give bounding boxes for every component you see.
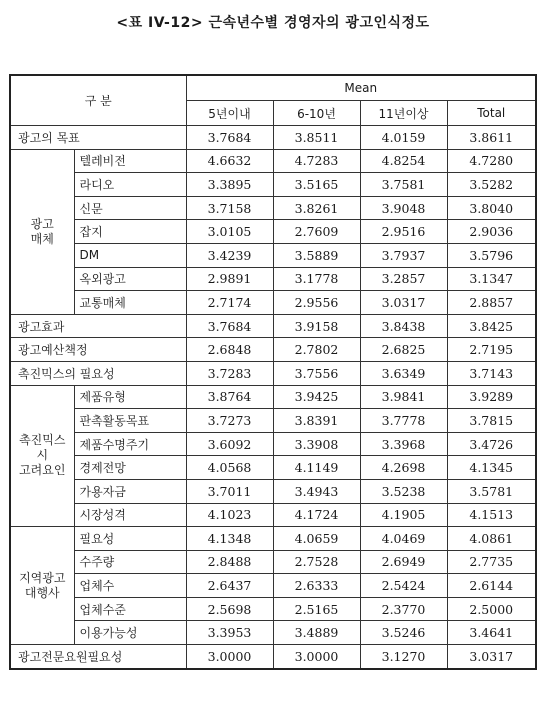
row-label: 광고의 목표 bbox=[10, 126, 186, 150]
mean-value: 2.5698 bbox=[186, 597, 273, 621]
mean-value: 2.5424 bbox=[360, 574, 447, 598]
mean-value: 4.1905 bbox=[360, 503, 447, 527]
mean-value: 4.1513 bbox=[447, 503, 536, 527]
mean-value: 2.7735 bbox=[447, 550, 536, 574]
mean-value: 3.8611 bbox=[447, 126, 536, 150]
mean-value: 3.4889 bbox=[273, 621, 360, 645]
mean-value: 3.9425 bbox=[273, 385, 360, 409]
mean-value: 3.5282 bbox=[447, 173, 536, 197]
table-row bbox=[10, 597, 536, 621]
mean-value: 2.7528 bbox=[273, 550, 360, 574]
mean-value: 4.0568 bbox=[186, 456, 273, 480]
column-header: 11년이상 bbox=[360, 101, 447, 126]
mean-value: 2.7195 bbox=[447, 338, 536, 362]
group-label-line: 촉진믹스 bbox=[19, 433, 66, 448]
row-label: 제품수명주기 bbox=[74, 432, 186, 456]
mean-value: 2.7802 bbox=[273, 338, 360, 362]
mean-value: 4.8254 bbox=[360, 149, 447, 173]
table-row bbox=[10, 196, 536, 220]
mean-value: 3.5889 bbox=[273, 243, 360, 267]
mean-value: 2.6437 bbox=[186, 574, 273, 598]
mean-value: 3.1347 bbox=[447, 267, 536, 291]
group-label bbox=[10, 385, 74, 527]
mean-value: 4.0861 bbox=[447, 527, 536, 551]
table-row bbox=[10, 574, 536, 598]
group-label-line: 시 bbox=[36, 448, 49, 463]
table-row bbox=[10, 220, 536, 244]
mean-value: 2.9556 bbox=[273, 291, 360, 315]
mean-table bbox=[9, 74, 537, 670]
table-row bbox=[10, 456, 536, 480]
mean-value: 2.9891 bbox=[186, 267, 273, 291]
mean-value: 3.8261 bbox=[273, 196, 360, 220]
mean-value: 2.6949 bbox=[360, 550, 447, 574]
mean-value: 2.7609 bbox=[273, 220, 360, 244]
mean-value: 3.4943 bbox=[273, 479, 360, 503]
mean-value: 4.2698 bbox=[360, 456, 447, 480]
row-label: 이용가능성 bbox=[74, 621, 186, 645]
mean-value: 3.6349 bbox=[360, 361, 447, 385]
mean-value: 4.1724 bbox=[273, 503, 360, 527]
mean-value: 4.1348 bbox=[186, 527, 273, 551]
row-label: 신문 bbox=[74, 196, 186, 220]
mean-value: 3.2857 bbox=[360, 267, 447, 291]
row-label: 교통매체 bbox=[74, 291, 186, 315]
mean-value: 3.7815 bbox=[447, 409, 536, 433]
row-label: 제품유형 bbox=[74, 385, 186, 409]
mean-value: 2.6333 bbox=[273, 574, 360, 598]
mean-value: 3.9048 bbox=[360, 196, 447, 220]
mean-value: 3.7158 bbox=[186, 196, 273, 220]
mean-value: 4.7280 bbox=[447, 149, 536, 173]
mean-value: 2.9036 bbox=[447, 220, 536, 244]
mean-value: 3.3908 bbox=[273, 432, 360, 456]
group-label bbox=[10, 149, 74, 314]
mean-value: 3.3968 bbox=[360, 432, 447, 456]
mean-value: 4.1023 bbox=[186, 503, 273, 527]
mean-value: 3.4239 bbox=[186, 243, 273, 267]
table-row bbox=[10, 503, 536, 527]
column-header: 5년이내 bbox=[186, 101, 273, 126]
table-row bbox=[10, 291, 536, 315]
mean-value: 3.0317 bbox=[447, 645, 536, 669]
mean-value: 3.8511 bbox=[273, 126, 360, 150]
mean-value: 2.3770 bbox=[360, 597, 447, 621]
mean-value: 2.8488 bbox=[186, 550, 273, 574]
table-row bbox=[10, 126, 536, 150]
mean-value: 2.9516 bbox=[360, 220, 447, 244]
mean-value: 3.7143 bbox=[447, 361, 536, 385]
mean-value: 2.8857 bbox=[447, 291, 536, 315]
mean-value: 3.4641 bbox=[447, 621, 536, 645]
table-row bbox=[10, 149, 536, 173]
group-label-line: 지역광고 bbox=[19, 570, 66, 585]
mean-value: 3.7273 bbox=[186, 409, 273, 433]
row-label: 옥외광고 bbox=[74, 267, 186, 291]
table-row bbox=[10, 621, 536, 645]
table-row bbox=[10, 527, 536, 551]
mean-value: 3.8391 bbox=[273, 409, 360, 433]
mean-value: 2.5165 bbox=[273, 597, 360, 621]
column-header: 6-10년 bbox=[273, 101, 360, 126]
mean-value: 3.0317 bbox=[360, 291, 447, 315]
mean-value: 2.6848 bbox=[186, 338, 273, 362]
mean-value: 3.3953 bbox=[186, 621, 273, 645]
mean-value: 3.7283 bbox=[186, 361, 273, 385]
mean-value: 3.5246 bbox=[360, 621, 447, 645]
corner-header: 구 분 bbox=[10, 75, 186, 126]
mean-value: 3.5781 bbox=[447, 479, 536, 503]
group-label-line: 매체 bbox=[30, 231, 54, 246]
table-row bbox=[10, 479, 536, 503]
row-label: 잡지 bbox=[74, 220, 186, 244]
mean-value: 4.6632 bbox=[186, 149, 273, 173]
row-label: 필요성 bbox=[74, 527, 186, 551]
mean-value: 2.6825 bbox=[360, 338, 447, 362]
row-label: 광고효과 bbox=[10, 314, 186, 338]
mean-value: 3.8040 bbox=[447, 196, 536, 220]
table-row bbox=[10, 173, 536, 197]
mean-value: 2.6144 bbox=[447, 574, 536, 598]
mean-value: 3.0000 bbox=[186, 645, 273, 669]
mean-value: 3.7684 bbox=[186, 314, 273, 338]
table-title: <표 IV-12> 근속년수별 경영자의 광고인식정도 bbox=[116, 15, 430, 31]
row-label: 수주량 bbox=[74, 550, 186, 574]
mean-value: 4.0159 bbox=[360, 126, 447, 150]
mean-value: 3.1270 bbox=[360, 645, 447, 669]
mean-value: 2.7174 bbox=[186, 291, 273, 315]
group-label-line: 광고 bbox=[30, 216, 54, 231]
mean-value: 4.7283 bbox=[273, 149, 360, 173]
mean-value: 3.7581 bbox=[360, 173, 447, 197]
row-label: 시장성격 bbox=[74, 503, 186, 527]
mean-value: 4.1149 bbox=[273, 456, 360, 480]
mean-value: 3.7684 bbox=[186, 126, 273, 150]
mean-value: 3.7011 bbox=[186, 479, 273, 503]
mean-value: 3.4726 bbox=[447, 432, 536, 456]
mean-value: 3.8425 bbox=[447, 314, 536, 338]
table-row bbox=[10, 338, 536, 362]
mean-value: 3.7778 bbox=[360, 409, 447, 433]
group-label-line: 대행사 bbox=[24, 585, 60, 600]
row-label: 촉진믹스의 필요성 bbox=[10, 361, 186, 385]
group-label-line: 고려요인 bbox=[19, 463, 66, 478]
row-label: 경제전망 bbox=[74, 456, 186, 480]
table-row bbox=[10, 267, 536, 291]
table-row bbox=[10, 385, 536, 409]
table-row bbox=[10, 409, 536, 433]
mean-value: 3.5796 bbox=[447, 243, 536, 267]
row-label: 가용자금 bbox=[74, 479, 186, 503]
mean-value: 3.9158 bbox=[273, 314, 360, 338]
mean-value: 3.9841 bbox=[360, 385, 447, 409]
table-row bbox=[10, 432, 536, 456]
mean-value: 3.5165 bbox=[273, 173, 360, 197]
mean-value: 3.3895 bbox=[186, 173, 273, 197]
mean-value: 3.7556 bbox=[273, 361, 360, 385]
mean-value: 3.6092 bbox=[186, 432, 273, 456]
mean-value: 3.9289 bbox=[447, 385, 536, 409]
mean-value: 3.0000 bbox=[273, 645, 360, 669]
row-label: 업체수준 bbox=[74, 597, 186, 621]
mean-value: 3.5238 bbox=[360, 479, 447, 503]
table-row bbox=[10, 243, 536, 267]
mean-value: 4.1345 bbox=[447, 456, 536, 480]
row-label: 광고예산책정 bbox=[10, 338, 186, 362]
row-label: 판촉활동목표 bbox=[74, 409, 186, 433]
table-row bbox=[10, 550, 536, 574]
row-label: 업체수 bbox=[74, 574, 186, 598]
row-label: DM bbox=[74, 243, 186, 267]
mean-value: 4.0469 bbox=[360, 527, 447, 551]
mean-value: 4.0659 bbox=[273, 527, 360, 551]
mean-value: 3.0105 bbox=[186, 220, 273, 244]
mean-value: 3.7937 bbox=[360, 243, 447, 267]
column-header: Total bbox=[447, 101, 536, 126]
mean-header: Mean bbox=[186, 75, 536, 101]
row-label: 텔레비전 bbox=[74, 149, 186, 173]
group-label bbox=[10, 527, 74, 645]
row-label: 라디오 bbox=[74, 173, 186, 197]
row-label: 광고전문요원필요성 bbox=[10, 645, 186, 669]
mean-value: 3.8764 bbox=[186, 385, 273, 409]
mean-value: 3.1778 bbox=[273, 267, 360, 291]
table-row bbox=[10, 361, 536, 385]
table-row bbox=[10, 645, 536, 669]
table-row bbox=[10, 314, 536, 338]
mean-value: 3.8438 bbox=[360, 314, 447, 338]
mean-value: 2.5000 bbox=[447, 597, 536, 621]
